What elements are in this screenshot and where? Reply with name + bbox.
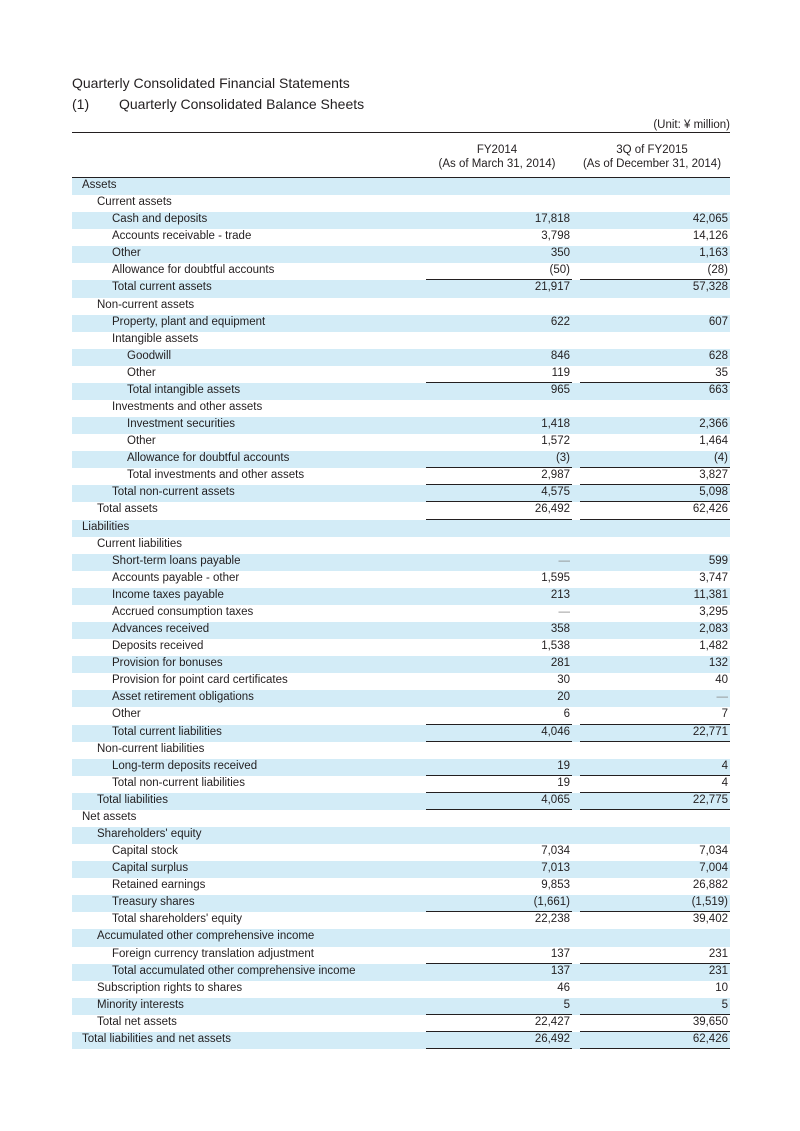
value-fy2014: (50): [549, 264, 570, 277]
table-row: [72, 793, 730, 810]
value-3q-fy2015: 231: [708, 964, 728, 977]
row-label: Advances received: [112, 623, 210, 636]
section-title: Quarterly Consolidated Balance Sheets: [119, 96, 365, 112]
row-label: Total shareholders' equity: [112, 913, 243, 926]
table-row: [72, 571, 730, 588]
row-label: Deposits received: [112, 640, 204, 653]
document-title: Quarterly Consolidated Financial Statements: [72, 75, 350, 91]
table-row: [72, 707, 730, 724]
value-3q-fy2015: 35: [715, 366, 728, 379]
value-3q-fy2015: 2,083: [699, 623, 728, 636]
value-3q-fy2015: 599: [708, 554, 728, 567]
table-row: [72, 554, 730, 571]
column-header-fy2014: [430, 143, 564, 171]
table-row: [72, 998, 730, 1015]
value-3q-fy2015: 4: [721, 759, 728, 772]
value-3q-fy2015: 1,482: [699, 640, 728, 653]
row-label: Investment securities: [127, 418, 236, 431]
value-3q-fy2015: 1,464: [699, 435, 728, 448]
table-row: [72, 502, 730, 519]
table-row: [72, 673, 730, 690]
section-number: (1): [72, 96, 90, 112]
value-fy2014: 137: [550, 964, 570, 977]
value-fy2014: —: [558, 605, 570, 618]
value-3q-fy2015: 1,163: [699, 247, 728, 260]
table-row: [72, 912, 730, 929]
table-row: [72, 605, 730, 622]
row-label: Total investments and other assets: [127, 469, 305, 482]
value-3q-fy2015: 5,098: [699, 486, 728, 499]
value-fy2014: 19: [557, 776, 570, 789]
row-label: Total assets: [97, 503, 158, 516]
value-fy2014: 46: [557, 981, 570, 994]
table-row: [72, 178, 730, 195]
row-label: Other: [112, 708, 141, 721]
row-label: Property, plant and equipment: [112, 315, 266, 328]
value-3q-fy2015: —: [716, 691, 728, 704]
value-fy2014: 119: [551, 366, 570, 379]
row-label: Accrued consumption taxes: [112, 605, 254, 618]
table-row: [72, 964, 730, 981]
value-3q-fy2015: (1,519): [691, 896, 728, 909]
row-label: Minority interests: [97, 998, 184, 1011]
row-label: Subscription rights to shares: [97, 981, 243, 994]
table-row: [72, 485, 730, 502]
total-rule: [426, 1048, 572, 1049]
table-row: [72, 929, 730, 946]
value-3q-fy2015: 11,381: [693, 588, 728, 601]
value-fy2014: 137: [550, 947, 570, 960]
column-header-date: (As of March 31, 2014): [438, 158, 556, 170]
column-header-3q-fy2015: [574, 143, 730, 171]
value-fy2014: 21,917: [534, 281, 570, 294]
value-fy2014: 5: [563, 998, 570, 1011]
value-3q-fy2015: 3,747: [699, 571, 728, 584]
table-row: [72, 810, 730, 827]
value-3q-fy2015: 3,295: [699, 605, 728, 618]
value-fy2014: 622: [550, 315, 570, 328]
table-row: [72, 434, 730, 451]
value-fy2014: 22,238: [534, 913, 570, 926]
value-3q-fy2015: 22,775: [692, 793, 728, 806]
table-row: [72, 981, 730, 998]
value-3q-fy2015: 7,004: [699, 862, 728, 875]
row-label: Accounts payable - other: [112, 571, 240, 584]
row-label: Non-current liabilities: [97, 742, 205, 755]
row-label: Provision for bonuses: [112, 657, 223, 670]
table-row: [72, 878, 730, 895]
row-label: Other: [127, 435, 156, 448]
table-row: [72, 280, 730, 297]
table-row: [72, 656, 730, 673]
row-label: Other: [127, 366, 156, 379]
table-row: [72, 776, 730, 793]
value-3q-fy2015: 3,827: [699, 469, 728, 482]
top-rule: [72, 132, 730, 133]
table-row: [72, 195, 730, 212]
value-3q-fy2015: 62,426: [692, 503, 728, 516]
row-label: Intangible assets: [112, 332, 199, 345]
table-row: [72, 212, 730, 229]
value-fy2014: 4,065: [541, 793, 570, 806]
table-row: [72, 588, 730, 605]
value-3q-fy2015: 14,126: [692, 230, 728, 243]
row-label: Foreign currency translation adjustment: [112, 947, 314, 960]
value-fy2014: 7,013: [541, 862, 570, 875]
row-label: Total net assets: [97, 1015, 177, 1028]
column-header-date: (As of December 31, 2014): [582, 158, 722, 170]
table-row: [72, 451, 730, 468]
table-row: [72, 947, 730, 964]
row-label: Capital surplus: [112, 862, 189, 875]
value-fy2014: 9,853: [541, 879, 570, 892]
value-fy2014: 1,572: [541, 435, 570, 448]
row-label: Accumulated other comprehensive income: [97, 930, 315, 943]
row-label: Total non-current liabilities: [112, 776, 245, 789]
column-header-period: 3Q of FY2015: [616, 144, 688, 156]
row-label: Investments and other assets: [112, 401, 263, 414]
table-row: [72, 742, 730, 759]
row-label: Shareholders' equity: [97, 827, 202, 840]
table-row: [72, 895, 730, 912]
value-fy2014: 965: [550, 383, 570, 396]
table-row: [72, 298, 730, 315]
row-label: Total non-current assets: [112, 486, 235, 499]
row-label: Goodwill: [127, 349, 172, 362]
value-3q-fy2015: 57,328: [692, 281, 728, 294]
value-fy2014: 846: [550, 349, 570, 362]
table-row: [72, 332, 730, 349]
value-3q-fy2015: 231: [708, 947, 728, 960]
row-label: Income taxes payable: [112, 588, 224, 601]
table-row: [72, 1032, 730, 1049]
value-fy2014: 26,492: [534, 503, 570, 516]
table-row: [72, 690, 730, 707]
table-row: [72, 400, 730, 417]
table-row: [72, 349, 730, 366]
value-3q-fy2015: 132: [708, 657, 728, 670]
row-label: Asset retirement obligations: [112, 691, 254, 704]
row-label: Non-current assets: [97, 298, 195, 311]
column-header-period: FY2014: [476, 144, 518, 156]
row-label: Other: [112, 247, 141, 260]
value-fy2014: 17,818: [534, 213, 570, 226]
value-fy2014: 30: [557, 674, 570, 687]
row-label: Assets: [82, 179, 117, 191]
value-3q-fy2015: 4: [721, 776, 728, 789]
row-label: Net assets: [82, 810, 137, 823]
row-label: Allowance for doubtful accounts: [127, 452, 290, 465]
row-label: Capital stock: [112, 845, 178, 858]
value-fy2014: 26,492: [534, 1032, 570, 1045]
value-fy2014: 4,046: [541, 725, 570, 738]
row-label: Short-term loans payable: [112, 554, 241, 567]
table-row: [72, 537, 730, 554]
value-fy2014: (3): [555, 452, 570, 465]
value-fy2014: 7,034: [541, 845, 570, 858]
row-label: Total current assets: [112, 281, 212, 294]
value-3q-fy2015: 26,882: [692, 879, 728, 892]
value-fy2014: 6: [563, 708, 570, 721]
row-label: Current liabilities: [97, 537, 183, 550]
table-row: [72, 366, 730, 383]
value-3q-fy2015: 2,366: [699, 418, 728, 431]
value-3q-fy2015: 628: [708, 349, 728, 362]
value-3q-fy2015: (4): [713, 452, 728, 465]
table-row: [72, 246, 730, 263]
table-row: [72, 263, 730, 280]
table-row: [72, 861, 730, 878]
table-row: [72, 639, 730, 656]
value-fy2014: —: [558, 554, 570, 567]
table-row: [72, 520, 730, 537]
value-fy2014: 22,427: [534, 1015, 570, 1028]
table-row: [72, 417, 730, 434]
value-fy2014: 1,418: [541, 418, 570, 431]
table-row: [72, 229, 730, 246]
value-fy2014: 3,798: [541, 230, 570, 243]
table-row: [72, 844, 730, 861]
table-row: [72, 759, 730, 776]
row-label: Provision for point card certificates: [112, 674, 288, 687]
value-fy2014: 213: [550, 588, 570, 601]
value-fy2014: (1,661): [533, 896, 570, 909]
value-3q-fy2015: 607: [708, 315, 728, 328]
row-label: Total liabilities and net assets: [82, 1032, 231, 1045]
section-heading: [72, 96, 364, 112]
unit-label: (Unit: ¥ million): [653, 119, 730, 131]
row-label: Allowance for doubtful accounts: [112, 264, 275, 277]
row-label: Cash and deposits: [112, 213, 208, 226]
value-fy2014: 1,595: [541, 571, 570, 584]
row-label: Liabilities: [82, 520, 130, 533]
row-label: Accounts receivable - trade: [112, 230, 252, 243]
value-3q-fy2015: 39,650: [692, 1015, 728, 1028]
row-label: Current assets: [97, 196, 172, 209]
table-row: [72, 468, 730, 485]
row-label: Long-term deposits received: [112, 759, 258, 772]
value-3q-fy2015: 10: [715, 981, 728, 994]
row-label: Total intangible assets: [127, 383, 241, 396]
row-label: Treasury shares: [112, 896, 195, 909]
value-3q-fy2015: (28): [707, 264, 728, 277]
table-row: [72, 1015, 730, 1032]
value-fy2014: 19: [557, 759, 570, 772]
value-3q-fy2015: 5: [721, 998, 728, 1011]
row-label: Retained earnings: [112, 879, 206, 892]
row-label: Total liabilities: [97, 793, 168, 806]
table-row: [72, 827, 730, 844]
value-3q-fy2015: 22,771: [692, 725, 728, 738]
table-row: [72, 622, 730, 639]
value-3q-fy2015: 62,426: [692, 1032, 728, 1045]
value-fy2014: 350: [550, 247, 570, 260]
value-fy2014: 4,575: [541, 486, 570, 499]
total-rule: [580, 1048, 730, 1049]
value-fy2014: 358: [550, 623, 570, 636]
value-fy2014: 281: [550, 657, 570, 670]
table-row: [72, 315, 730, 332]
value-3q-fy2015: 663: [708, 383, 728, 396]
value-3q-fy2015: 7: [721, 708, 728, 721]
row-label: Total accumulated other comprehensive income: [112, 964, 356, 977]
value-fy2014: 1,538: [541, 640, 570, 653]
balance-sheet-table: [72, 178, 730, 1049]
table-row: [72, 725, 730, 742]
value-3q-fy2015: 39,402: [692, 913, 728, 926]
value-3q-fy2015: 7,034: [699, 845, 728, 858]
value-fy2014: 2,987: [541, 469, 570, 482]
value-3q-fy2015: 42,065: [692, 213, 728, 226]
table-row: [72, 383, 730, 400]
value-fy2014: 20: [557, 691, 570, 704]
row-label: Total current liabilities: [112, 725, 222, 738]
value-3q-fy2015: 40: [715, 674, 728, 687]
